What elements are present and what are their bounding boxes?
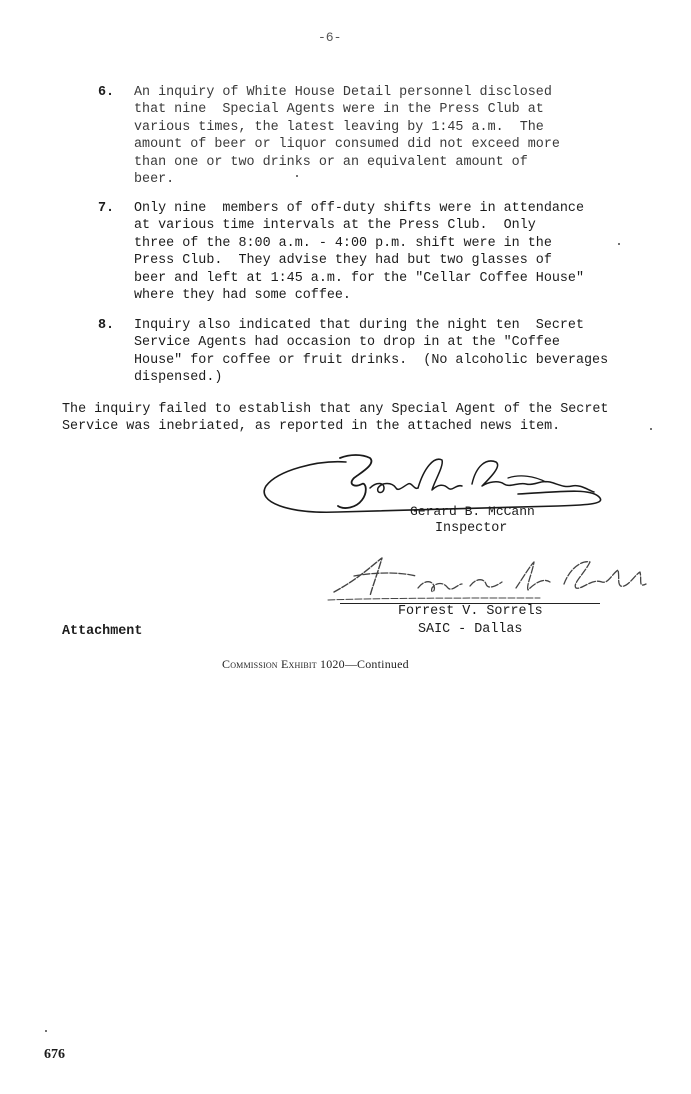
exhibit-name: Commission Exhibit 1020 [222, 657, 345, 671]
signer-name: Forrest V. Sorrels [398, 604, 543, 619]
paragraph-number: 7. [98, 201, 115, 216]
paragraph-line: beer. [134, 172, 175, 188]
conclusion-paragraph [62, 401, 608, 436]
conclusion-line: The inquiry failed to establish that any Special Agent of the Secret [62, 402, 609, 417]
paragraph-line: at various time intervals at the Press Club. Only [134, 218, 536, 234]
paragraph-body [134, 317, 658, 387]
scan-speck [45, 1030, 47, 1032]
paragraph-line: dispensed.) [134, 370, 223, 386]
paragraph-line: than one or two drinks or an equivalent amount of [134, 154, 528, 170]
paragraph-line: where they had some coffee. [134, 288, 351, 304]
numbered-paragraph [98, 200, 658, 304]
paragraph-line: that nine Special Agents were in the Press Club at [134, 102, 544, 118]
paragraph-body [134, 200, 658, 304]
page-marker: -6- [318, 30, 342, 45]
paragraph-body [134, 84, 658, 188]
scan-speck [650, 428, 652, 430]
numbered-paragraph [98, 84, 658, 188]
paragraph-line: Service Agents had occasion to drop in at the "Coffee [134, 335, 560, 351]
paragraph-line: amount of beer or liquor consumed did not exceed more [134, 137, 560, 153]
paragraph-line: beer and left at 1:45 a.m. for the "Cellar Coffee House" [134, 270, 584, 286]
scan-speck [296, 175, 298, 177]
attachment-label: Attachment [62, 624, 143, 639]
paragraph-line: various times, the latest leaving by 1:45 a.m. The [134, 119, 544, 135]
page-number: 676 [44, 1047, 65, 1062]
exhibit-suffix: —Continued [344, 657, 409, 671]
paragraph-line: House" for coffee or fruit drinks. (No alcoholic beverages [134, 352, 609, 368]
numbered-paragraph [98, 317, 658, 387]
signer-title: Inspector [435, 521, 508, 536]
signer-name: Gerard B. McCann [410, 504, 535, 519]
paragraph-line: Only nine members of off-duty shifts were in attendance [134, 201, 584, 216]
paragraph-line: Inquiry also indicated that during the night ten Secret [134, 318, 584, 333]
paragraph-line: three of the 8:00 a.m. - 4:00 p.m. shift were in the [134, 235, 552, 251]
scan-speck [618, 243, 620, 245]
paragraph-number: 8. [98, 318, 115, 333]
paragraph-line: An inquiry of White House Detail personnel disclosed [134, 85, 552, 100]
paragraph-number: 6. [98, 85, 115, 100]
signer-title: SAIC - Dallas [418, 622, 523, 637]
paragraph-line: Press Club. They advise they had but two glasses of [134, 253, 552, 269]
conclusion-line: Service was inebriated, as reported in the attached news item. [62, 419, 561, 435]
exhibit-caption [222, 657, 409, 672]
